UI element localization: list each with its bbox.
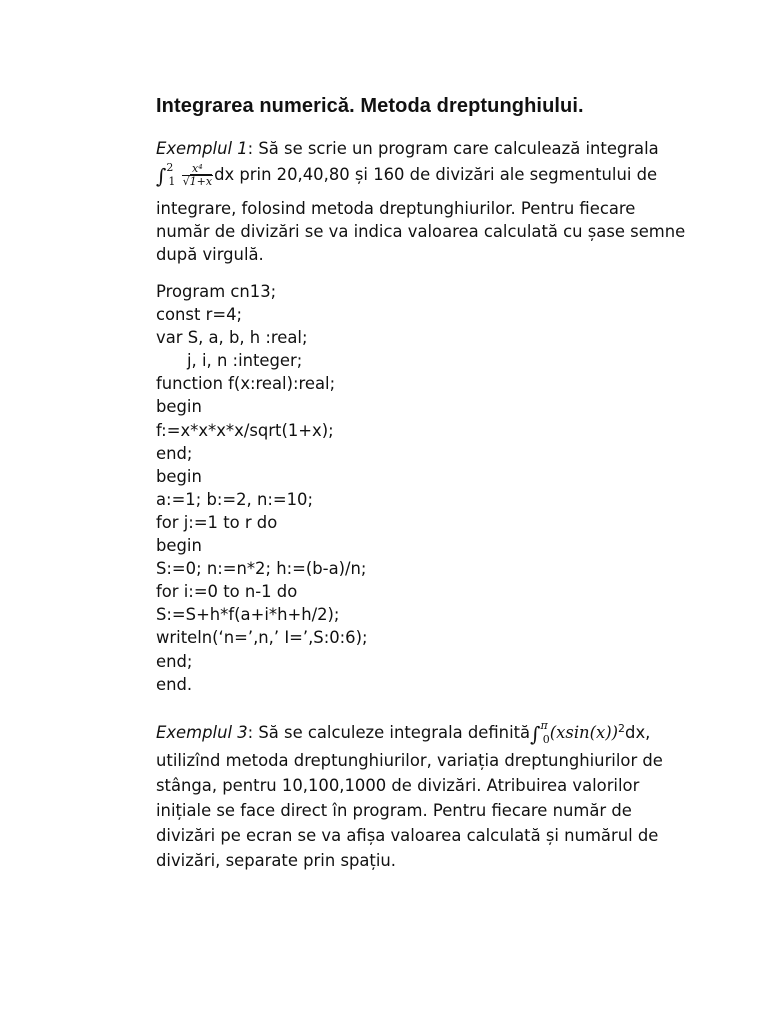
code-line: for i:=0 to n-1 do xyxy=(156,582,298,602)
code-line: S:=0; n:=n*2; h:=(b-a)/n; xyxy=(156,559,367,579)
example3-intro: : Să se calculeze integrala definită xyxy=(247,723,531,742)
code-line: var S, a, b, h :real; xyxy=(156,328,308,348)
code-line: function f(x:real):real; xyxy=(156,374,336,394)
integral-upper-limit: 2 xyxy=(166,161,174,174)
integrand-power: 2 xyxy=(618,722,626,735)
example3-after: dx, xyxy=(625,723,651,742)
code-line: end; xyxy=(156,651,193,671)
integrand-expression: (xsin(x)) xyxy=(549,723,619,742)
code-line: begin xyxy=(156,466,202,486)
example1-line5: după virgulă. xyxy=(156,245,264,264)
integral-upper-limit: π xyxy=(540,719,548,732)
code-line: end; xyxy=(156,443,193,463)
example1-line2-text: dx prin 20,40,80 și 160 de divizări ale segmentului de xyxy=(214,165,658,184)
code-line: end. xyxy=(156,674,193,694)
example3-line6: divizări, separate prin spațiu. xyxy=(156,851,397,870)
code-listing xyxy=(156,280,368,696)
code-line: for j:=1 to r do xyxy=(156,512,278,532)
code-line: begin xyxy=(156,536,202,556)
code-line: S:=S+h*f(a+i*h+h/2); xyxy=(156,605,340,625)
integral-sign: ∫ xyxy=(156,164,167,188)
example1-label: Exemplul 1 xyxy=(156,139,248,158)
sqrt-radicand: 1+x xyxy=(189,175,213,188)
integral-lower-limit: 1 xyxy=(168,175,176,188)
example1-line2 xyxy=(156,163,676,188)
example3-line2: utilizînd metoda dreptunghiurilor, variația dreptunghiurilor de xyxy=(156,751,663,770)
integral-sign: ∫ xyxy=(530,722,541,746)
code-line: begin xyxy=(156,397,202,417)
page-title: Integrarea numerică. Metoda dreptunghiului. xyxy=(156,95,584,117)
example1-intro: : Să se scrie un program care calculează integrala xyxy=(247,139,659,158)
example3-label: Exemplul 3 xyxy=(156,723,248,742)
sqrt-symbol: √ xyxy=(182,175,190,188)
example3-line5: divizări pe ecran se va afișa valoarea calculată și numărul de xyxy=(156,826,659,845)
example1-line1 xyxy=(156,137,676,160)
code-line: f:=x*x*x*x/sqrt(1+x); xyxy=(156,420,334,440)
code-line: const r=4; xyxy=(156,305,243,325)
example3-line4: inițiale se face direct în program. Pentru fiecare număr de xyxy=(156,801,632,820)
example1-line3: integrare, folosind metoda dreptunghiurilor. Pentru fiecare xyxy=(156,199,636,218)
integrand-numerator: x⁴ xyxy=(182,163,213,176)
example1-line4: număr de divizări se va indica valoarea calculată cu șase semne xyxy=(156,222,686,241)
integrand-fraction xyxy=(182,163,213,188)
code-line: a:=1; b:=2, n:=10; xyxy=(156,489,313,509)
code-line: writeln(‘n=’,n,’ I=’,S:0:6); xyxy=(156,628,368,648)
integral-lower-limit: 0 xyxy=(542,733,550,746)
integrand-denominator xyxy=(182,176,213,188)
code-line: Program cn13; xyxy=(156,282,277,301)
example3-line3: stânga, pentru 10,100,1000 de divizări. Atribuirea valorilor xyxy=(156,776,640,795)
example3-line1 xyxy=(156,721,676,746)
code-line: j, i, n :integer; xyxy=(187,351,303,371)
